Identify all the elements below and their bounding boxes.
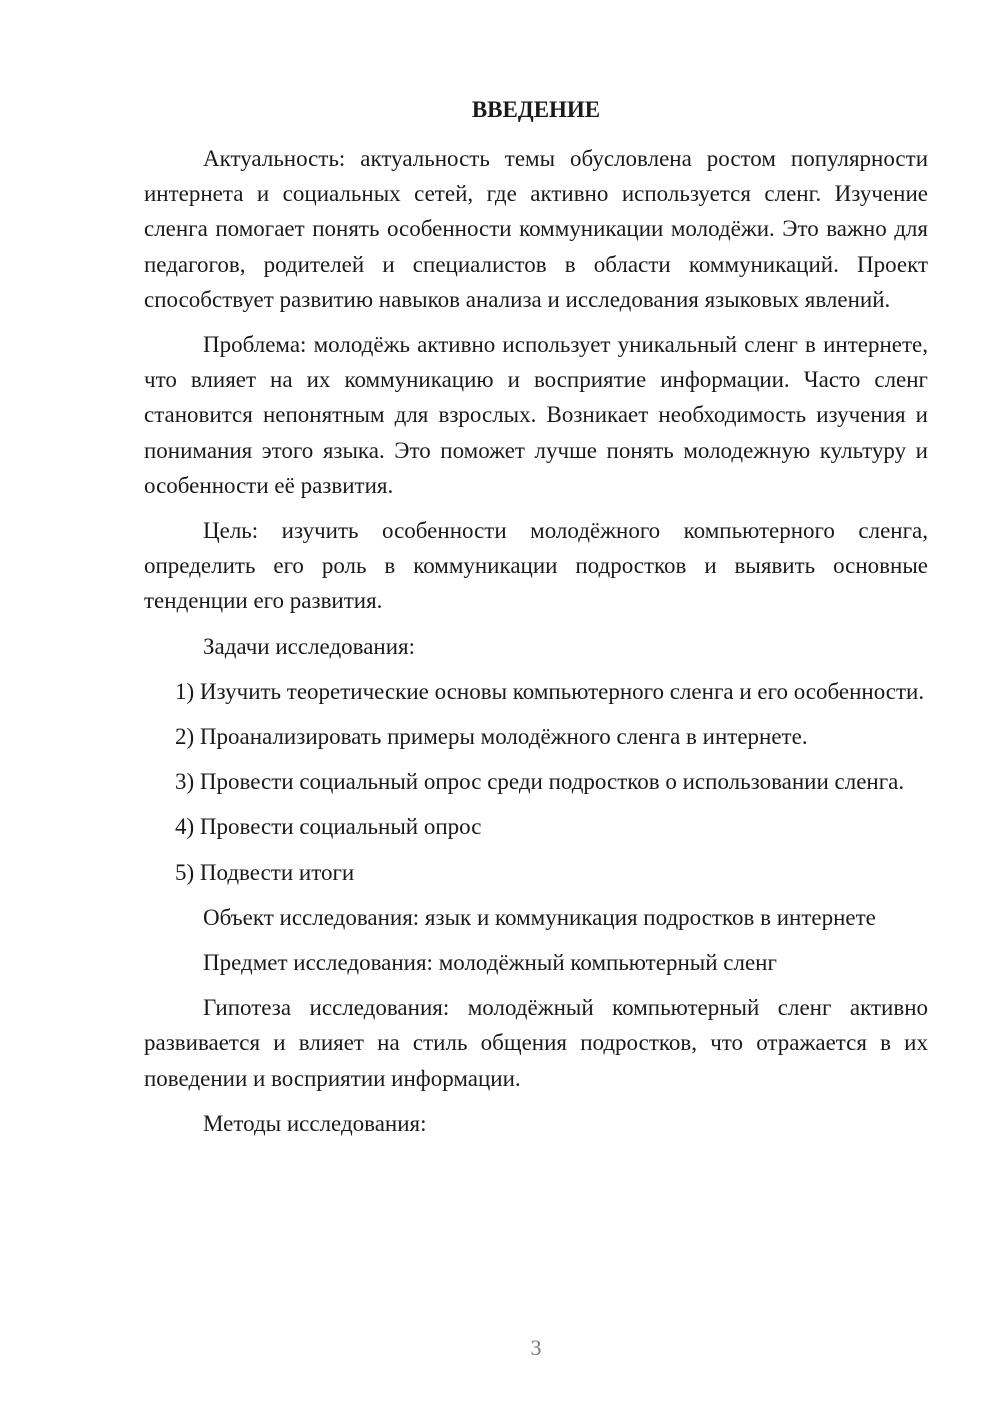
paragraph-subject: Предмет исследования: молодёжный компьютерный сленг xyxy=(203,950,777,976)
document-body xyxy=(144,141,928,1151)
task-item: 1) Изучить теоретические основы компьютерного сленга и его особенности. xyxy=(175,678,925,704)
task-item: 3) Провести социальный опрос среди подростков о использовании сленга. xyxy=(175,769,905,795)
paragraph-relevance: Актуальность: актуальность темы обусловлена ростом популярности интернета и социальных сетей, где активно используется сленг. Изучение сленга помогает понять особенности коммуникации молодёжи. Это важно для педагогов, родителей и специалистов в области коммуникаций. Проект способствует развитию навыков анализа и исследования языковых явлений. xyxy=(144,146,928,312)
task-item: 2) Проанализировать примеры молодёжного сленга в интернете. xyxy=(175,724,808,750)
paragraph-hypothesis: Гипотеза исследования: молодёжный компьютерный сленг активно развивается и влияет на стиль общения подростков, что отражается в их поведении и восприятии информации. xyxy=(144,995,928,1091)
paragraph-problem: Проблема: молодёжь активно использует уникальный сленг в интернете, что влияет на их коммуникацию и восприятие информации. Часто сленг становится непонятным для взрослых. Возникает необходимость изучения и понимания этого языка. Это поможет лучше понять молодежную культуру и особенности её развития. xyxy=(144,332,928,498)
paragraph-object: Объект исследования: язык и коммуникация подростков в интернете xyxy=(203,904,876,930)
page-title: ВВЕДЕНИЕ xyxy=(471,97,601,122)
task-item: 4) Провести социальный опрос xyxy=(175,814,482,840)
paragraph-tasks-heading: Задачи исследования: xyxy=(203,633,416,659)
task-item: 5) Подвести итоги xyxy=(175,859,355,885)
paragraph-methods: Методы исследования: xyxy=(203,1110,427,1136)
paragraph-goal: Цель: изучить особенности молодёжного компьютерного сленга, определить его роль в коммуникации подростков и выявить основные тенденции его развития. xyxy=(144,518,928,614)
page-number: 3 xyxy=(530,1335,542,1360)
